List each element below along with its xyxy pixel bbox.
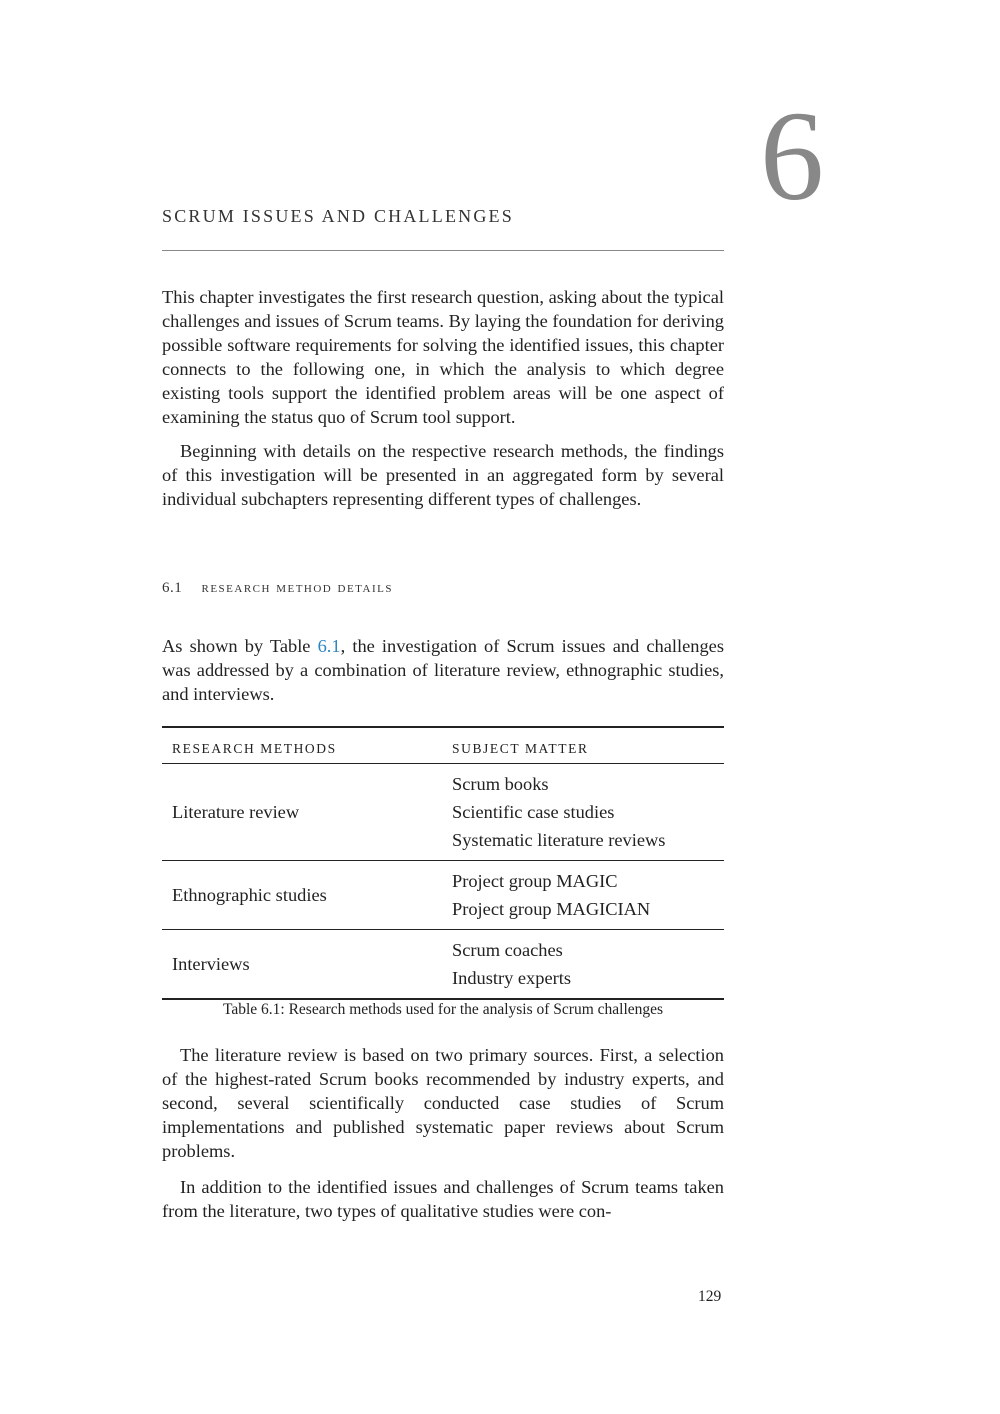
subject-item: Project group MAGIC [452,871,618,891]
section-title: research method details [201,580,393,596]
subject-item: Scrum coaches [452,940,563,960]
table-reference-link[interactable]: 6.1 [317,636,341,656]
body-paragraph-4: The literature review is based on two primary sources. First, a selection of the highest-rated Scrum books recommended by industry experts, and second, several scientifically conducted case studies of Scrum implementations and published systematic paper reviews about Scrum problems. [162,1045,724,1161]
body-paragraph-5: In addition to the identified issues and challenges of Scrum teams taken from the literature, two types of qualitative studies were con- [162,1177,724,1221]
table-caption: Table 6.1: Research methods used for the analysis of Scrum challenges [222,1001,664,1018]
section-paragraph [162,635,724,707]
section-heading [162,580,393,597]
table-cell-subjects [442,861,724,930]
subject-item: Scrum books [452,774,549,794]
table-cell-subjects [442,930,724,1000]
intro-paragraph-2: Beginning with details on the respective research methods, the findings of this investigation will be presented in an aggregated form by several individual subchapters representing different types of challenges. [162,441,724,509]
table-row [162,861,724,930]
table-cell-method: Interviews [172,953,250,974]
table-header-methods: RESEARCH METHODS [172,740,337,756]
chapter-number: 6 [760,85,824,227]
page-number: 129 [698,1288,722,1305]
table-header-subjects: SUBJECT MATTER [452,740,589,756]
table-row [162,930,724,1000]
table-cell-subjects [442,764,724,861]
table-cell-method: Ethnographic studies [172,884,327,905]
subject-item: Scientific case studies [452,802,615,822]
subject-item: Industry experts [452,968,572,988]
intro-paragraph-1: This chapter investigates the first research question, asking about the typical challenges and issues of Scrum teams. By laying the foundation for deriving possible software requirements for solving the identified issues, this chapter connects to the following one, in which the analysis to which degree existing tools support the identified problem areas will be one aspect of examining the status quo of Scrum tool support. [162,287,724,427]
subject-item: Systematic literature reviews [452,830,666,850]
title-rule [162,250,724,251]
table-cell-method: Literature review [172,801,300,822]
section-paragraph-start: As shown by Table [162,636,318,656]
chapter-title: SCRUM ISSUES AND CHALLENGES [162,206,514,226]
section-number: 6.1 [162,580,183,596]
research-methods-table [162,726,724,1000]
table-row [162,764,724,861]
section-paragraph-end: , the investigation of Scrum issues and challenges was addressed by a combination of literature review, ethnographic studies, and interviews. [162,636,724,704]
subject-item: Project group MAGICIAN [452,899,651,919]
table-header-row [162,727,724,764]
